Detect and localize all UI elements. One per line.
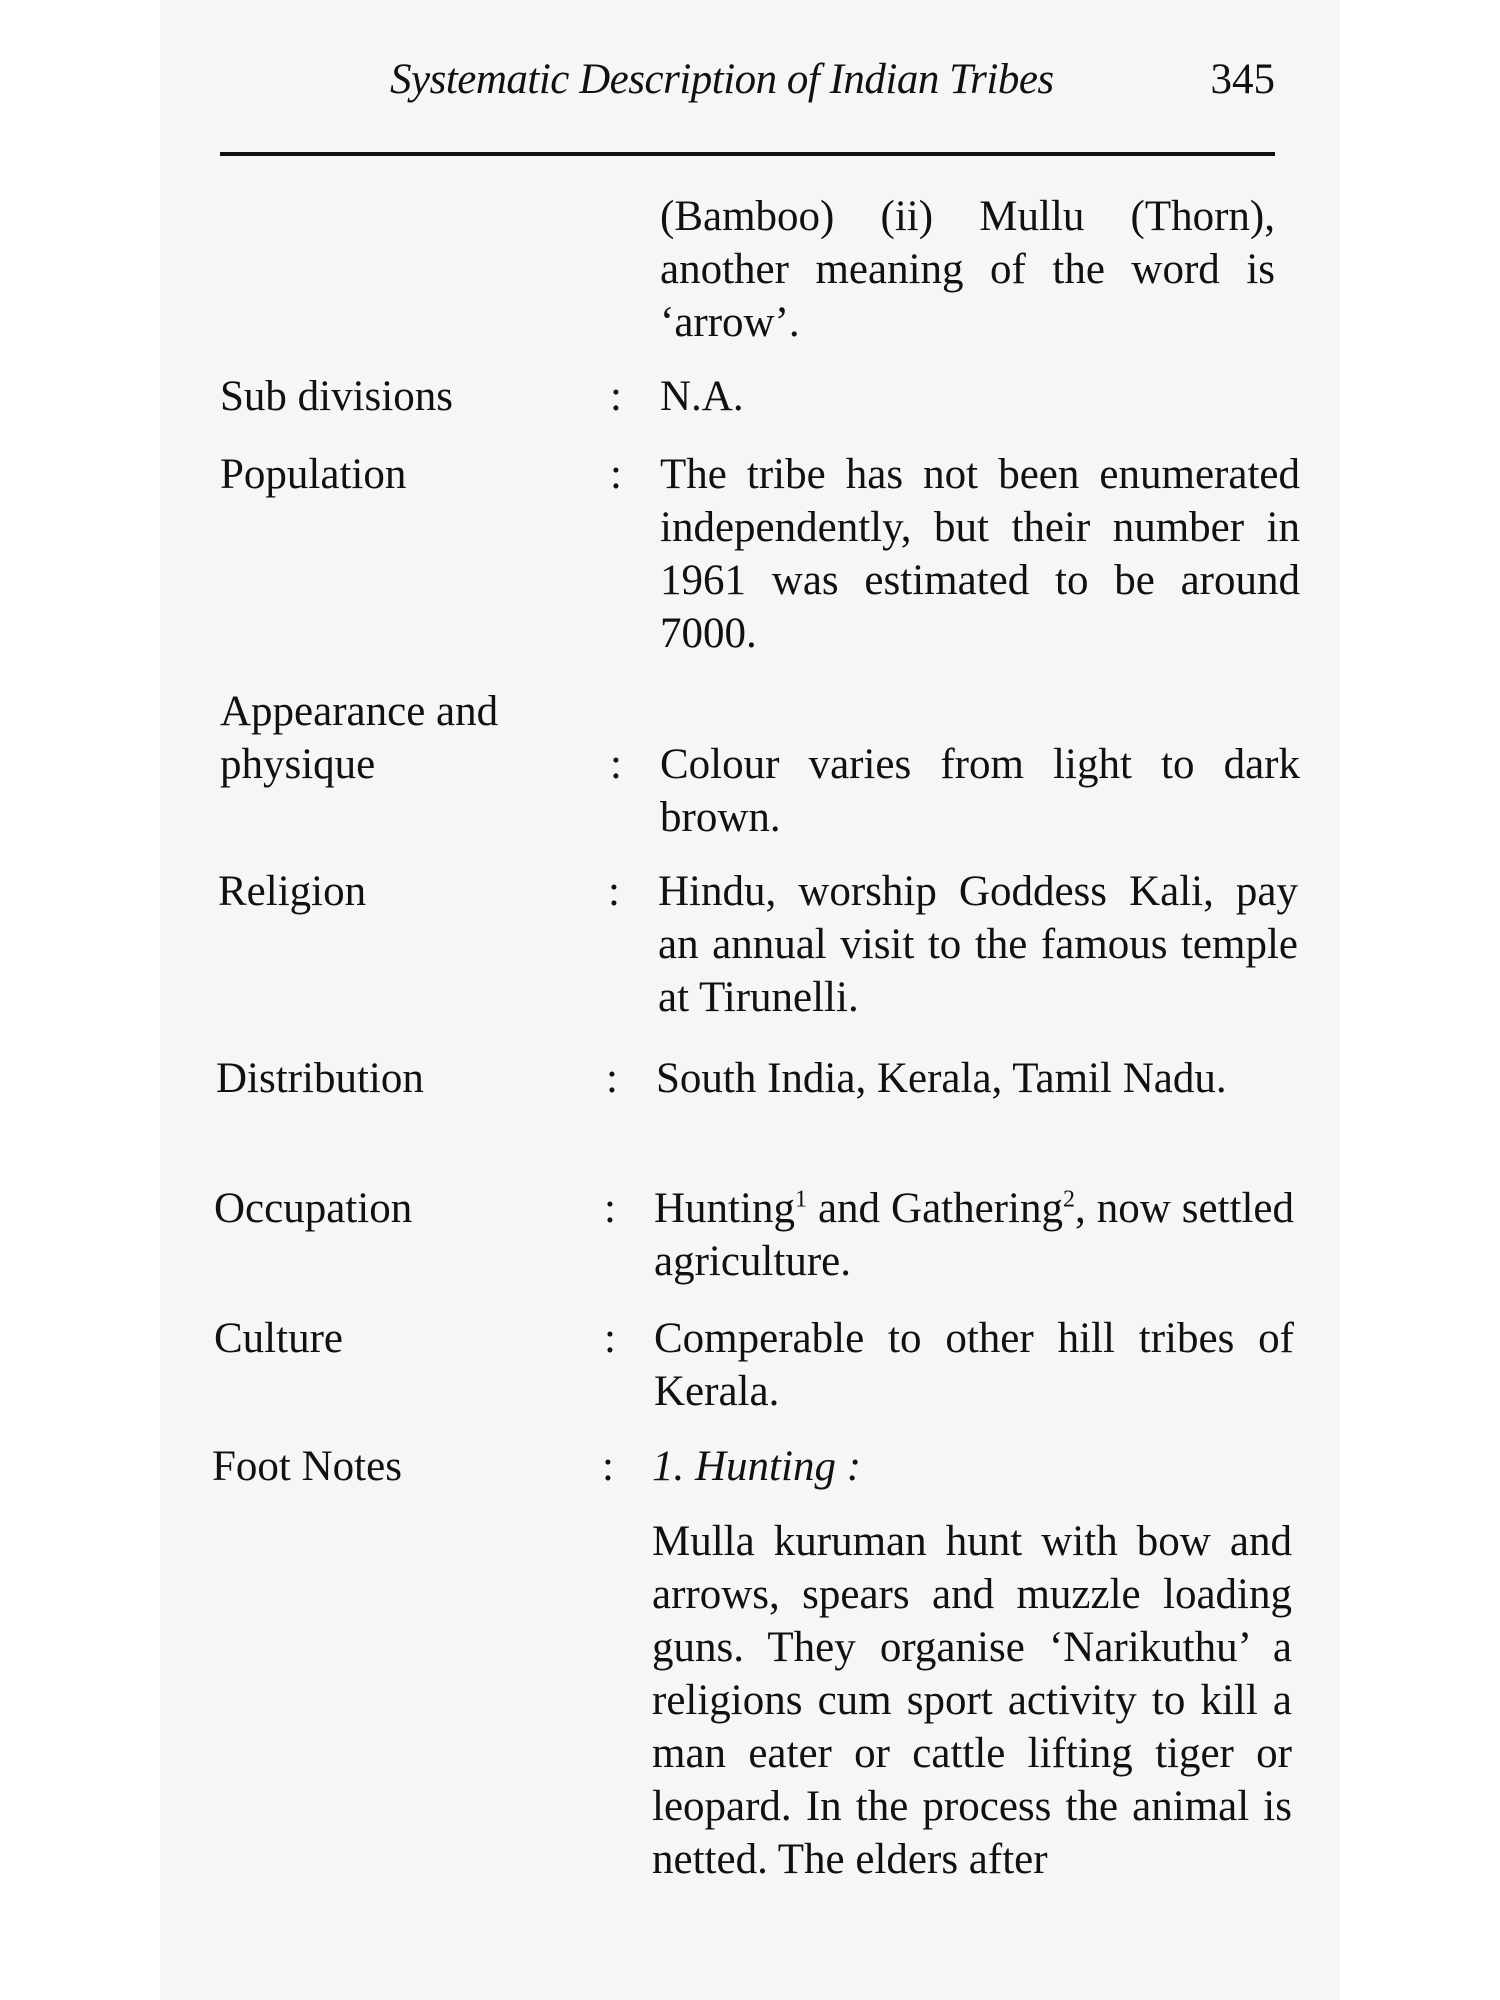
entry-label: Culture: [214, 1315, 343, 1362]
entry-label: [220, 685, 600, 791]
entry-value: Comperable to other hill tribes of Kerala.: [654, 1315, 1294, 1415]
entry-label-line: physique: [220, 741, 376, 788]
entry-value: [652, 1440, 1292, 1886]
footnote-marker: 1: [794, 1186, 807, 1213]
entry-value: Colour varies from light to dark brown.: [660, 741, 1300, 841]
entry-label: Occupation: [214, 1185, 413, 1232]
footnote-marker: 2: [1062, 1186, 1075, 1213]
running-title: Systematic Description of Indian Tribes: [390, 56, 1054, 103]
entry-value: South India, Kerala, Tamil Nadu.: [656, 1055, 1227, 1102]
entry-colon: :: [604, 1315, 616, 1362]
entry-colon: :: [610, 373, 622, 420]
entry-label-line: Appearance and: [220, 688, 499, 735]
entry-value: Hindu, worship Goddess Kali, pay an annual visit to the famous temple at Tirunelli.: [658, 868, 1298, 1021]
entry-label: Distribution: [216, 1055, 424, 1102]
entry-value: The tribe has not been enumerated independently, but their number in 1961 was estimated to be around 7000.: [660, 451, 1300, 657]
footnote-heading: 1. Hunting :: [652, 1443, 862, 1490]
entry-label: Sub divisions: [220, 373, 453, 420]
occupation-text: , now settled agriculture.: [654, 1185, 1294, 1285]
occupation-text: and Gathering: [806, 1185, 1063, 1232]
occupation-text: Hunting: [654, 1185, 795, 1232]
entry-colon: :: [610, 741, 622, 788]
entry-colon: :: [610, 451, 622, 498]
entry-value: N.A.: [660, 373, 744, 420]
entry-value: [654, 1182, 1294, 1288]
entry-label: Religion: [218, 868, 367, 915]
entry-label: Foot Notes: [212, 1443, 402, 1490]
entry-colon: :: [608, 868, 620, 915]
entry-colon: :: [602, 1443, 614, 1490]
page-header: [220, 55, 1275, 115]
footnote-text: Mulla kuruman hunt with bow and arrows, spears and muzzle loading guns. They organise ‘Narikuthu’ a religions cum sport activity to kill a man eater or cattle lifting tiger or leopard. In the process the animal is netted. The elders after: [652, 1518, 1292, 1883]
header-rule: [220, 152, 1275, 156]
entry-colon: :: [604, 1185, 616, 1232]
entry-label: Population: [220, 451, 407, 498]
page-number: 345: [1210, 56, 1275, 103]
entry-colon: :: [606, 1055, 618, 1102]
continuation-text: (Bamboo) (ii) Mullu (Thorn), another meaning of the word is ‘arrow’.: [660, 193, 1275, 346]
